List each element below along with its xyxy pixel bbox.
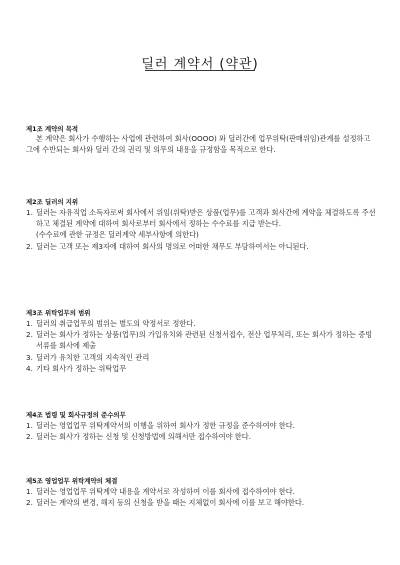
section-2-heading: 제2조 딜러의 지위 <box>26 198 79 206</box>
item-number: 2. <box>26 330 33 340</box>
item-text: 딜러는 회사가 정하는 상품(업무)의 가입유치와 관련된 신청서접수, 전산 업무처리, 또는 회사가 정하는 증빙서류를 회사에 제출 <box>36 330 373 351</box>
list-item <box>26 241 376 252</box>
list-item <box>26 229 376 240</box>
item-text: 딜러는 회사가 정하는 신청 및 신청방법에 의해서만 접수하여야 한다. <box>36 432 251 442</box>
item-text: 딜러는 영업업무 위탁계약서의 이행을 위하여 회사가 정한 규정을 준수하여야 한다. <box>36 421 295 430</box>
item-number: 1. <box>26 421 33 430</box>
section-1-heading: 제1조 계약의 목적 <box>26 125 79 133</box>
list-item <box>26 352 376 363</box>
list-item <box>26 363 376 374</box>
list-item <box>26 420 376 431</box>
section-3-body <box>26 318 376 374</box>
list-item <box>26 431 376 442</box>
section-1-body <box>26 133 376 155</box>
item-text: 딜러의 취급업무의 범위는 별도의 약정서로 정한다. <box>36 319 196 328</box>
section-1-paragraph: 본 계약은 회사가 수행하는 사업에 관련하여 회사(OOOO) 와 딜러간에 업무위탁(판매위임)관계를 설정하고 그에 수반되는 회사와 딜러 간의 권리 및 의무의 내용을 규정함을 목적으로 한다. <box>26 134 371 155</box>
item-number: 1. <box>26 487 33 496</box>
title-underline <box>145 70 255 71</box>
item-text: 기타 회사가 정하는 위탁업무 <box>36 363 127 373</box>
document-title: 딜러 계약서 (약관) <box>141 57 259 72</box>
list-item <box>26 486 376 497</box>
section-5-body <box>26 486 376 508</box>
item-number: 2. <box>26 498 33 508</box>
item-number: 2. <box>26 432 33 442</box>
item-number: 4. <box>26 363 33 373</box>
list-item <box>26 497 376 508</box>
item-text: 딜러는 영업업무 위탁계약 내용을 계약서로 작성하여 이를 회사에 접수하여야 한다. <box>36 487 295 496</box>
section-4-body <box>26 420 376 442</box>
item-text: 딜러는 계약의 변경, 해지 등의 신청을 받을 때는 지체없이 회사에 이를 보고 해야한다. <box>36 498 305 508</box>
list-item <box>26 318 376 329</box>
item-number: 3. <box>26 352 33 362</box>
section-4-heading: 제4조 법령 및 회사규정의 준수의무 <box>26 411 126 419</box>
item-number: 2. <box>26 241 33 251</box>
list-item <box>26 329 376 351</box>
item-text: 딜러가 유치한 고객의 지속적인 관리 <box>36 352 150 362</box>
item-text: 딜러는 자유직업 소득자로써 회사에서 위임(위탁)받은 상품(업무)를 고객과 회사간에 계약을 체결하도록 주선하고 체결된 계약에 대하여 회사로부터 회사에서 정하는 수수료를 지급 받는다. <box>36 208 376 229</box>
section-2-body <box>26 207 376 252</box>
item-text: (수수료에 관한 규정은 딜러계약 세부사항에 의한다) <box>36 230 199 240</box>
item-number: 1. <box>26 208 33 217</box>
section-5-heading: 제5조 영업업무 위탁계약의 체결 <box>26 477 118 485</box>
item-text: 딜러는 고객 또는 제3자에 대하여 회사의 명의로 어떠한 채무도 부담하여서는 아니된다. <box>36 241 309 251</box>
list-item <box>26 207 376 229</box>
section-3-heading: 제3조 위탁업무의 범위 <box>26 309 91 317</box>
item-number: 1. <box>26 319 33 328</box>
